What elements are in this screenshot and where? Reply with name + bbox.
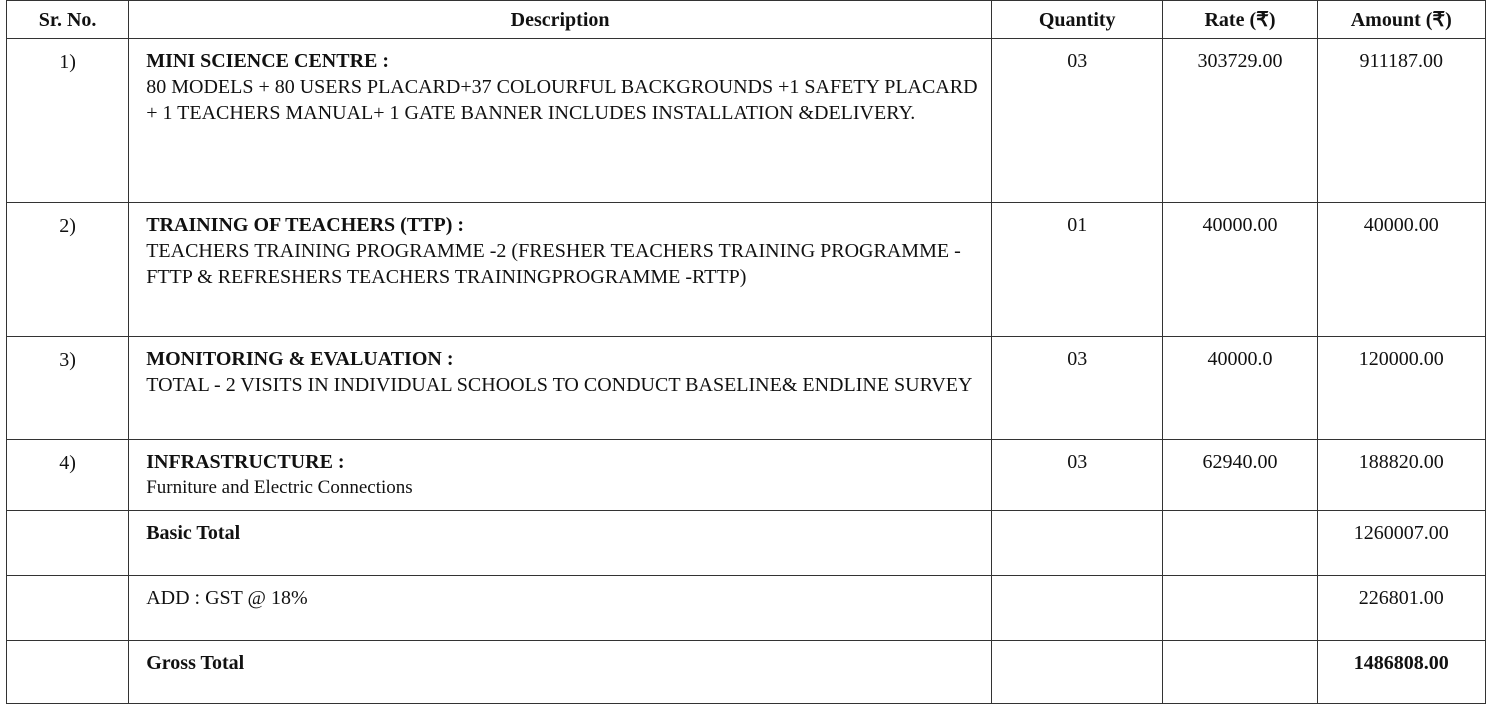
item-rate: 303729.00	[1163, 39, 1317, 203]
item-rate: 40000.0	[1163, 337, 1317, 440]
item-rate: 62940.00	[1163, 440, 1317, 511]
basic-total-amount: 1260007.00	[1317, 511, 1485, 576]
header-row	[7, 1, 1486, 39]
header-amount: Amount (₹)	[1317, 1, 1485, 39]
item-detail: 80 MODELS + 80 USERS PLACARD+37 COLOURFUL BACKGROUNDS +1 SAFETY PLACARD + 1 TEACHERS MANUAL+ 1 GATE BANNER INCLUDES INSTALLATION &DELIVERY.	[146, 76, 978, 124]
item-sr-no: 4)	[7, 440, 129, 511]
item-description	[129, 39, 992, 203]
item-amount: 188820.00	[1317, 440, 1485, 511]
item-sr-no: 2)	[7, 203, 129, 337]
item-title: INFRASTRUCTURE :	[146, 451, 345, 473]
item-amount: 911187.00	[1317, 39, 1485, 203]
gross-total-row	[7, 641, 1486, 704]
gross-total-label	[129, 641, 992, 704]
header-quantity: Quantity	[991, 1, 1163, 39]
table-row	[7, 39, 1486, 203]
item-rate: 40000.00	[1163, 203, 1317, 337]
header-rate: Rate (₹)	[1163, 1, 1317, 39]
item-quantity: 01	[991, 203, 1163, 337]
gst-amount: 226801.00	[1317, 576, 1485, 641]
gst-label: ADD : GST @ 18%	[129, 576, 992, 641]
item-description	[129, 203, 992, 337]
item-title: MONITORING & EVALUATION :	[146, 348, 454, 370]
item-title: TRAINING OF TEACHERS (TTP) :	[146, 214, 465, 236]
empty-cell	[7, 641, 129, 704]
item-quantity: 03	[991, 440, 1163, 511]
empty-cell	[1163, 576, 1317, 641]
item-description	[129, 337, 992, 440]
item-quantity: 03	[991, 337, 1163, 440]
item-amount: 120000.00	[1317, 337, 1485, 440]
empty-cell	[1163, 641, 1317, 704]
header-description: Description	[129, 1, 992, 39]
basic-total-text: Basic Total	[146, 522, 241, 544]
basic-total-row	[7, 511, 1486, 576]
header-sr-no: Sr. No.	[7, 1, 129, 39]
quotation-table	[6, 0, 1486, 704]
table-row	[7, 337, 1486, 440]
gross-total-text: Gross Total	[146, 652, 245, 674]
item-description	[129, 440, 992, 511]
item-detail: Furniture and Electric Connections	[146, 477, 413, 498]
item-detail: TOTAL - 2 VISITS IN INDIVIDUAL SCHOOLS TO CONDUCT BASELINE& ENDLINE SURVEY	[146, 374, 973, 396]
item-title: MINI SCIENCE CENTRE :	[146, 50, 390, 72]
item-quantity: 03	[991, 39, 1163, 203]
empty-cell	[7, 511, 129, 576]
empty-cell	[991, 641, 1163, 704]
item-sr-no: 3)	[7, 337, 129, 440]
empty-cell	[991, 511, 1163, 576]
gst-row	[7, 576, 1486, 641]
table-row	[7, 440, 1486, 511]
empty-cell	[991, 576, 1163, 641]
item-amount: 40000.00	[1317, 203, 1485, 337]
table-row	[7, 203, 1486, 337]
empty-cell	[7, 576, 129, 641]
gross-total-amount: 1486808.00	[1317, 641, 1485, 704]
empty-cell	[1163, 511, 1317, 576]
item-detail: TEACHERS TRAINING PROGRAMME -2 (FRESHER TEACHERS TRAINING PROGRAMME - FTTP & REFRESHERS TEACHERS TRAININGPROGRAMME -RTTP)	[146, 240, 961, 288]
basic-total-label	[129, 511, 992, 576]
item-sr-no: 1)	[7, 39, 129, 203]
